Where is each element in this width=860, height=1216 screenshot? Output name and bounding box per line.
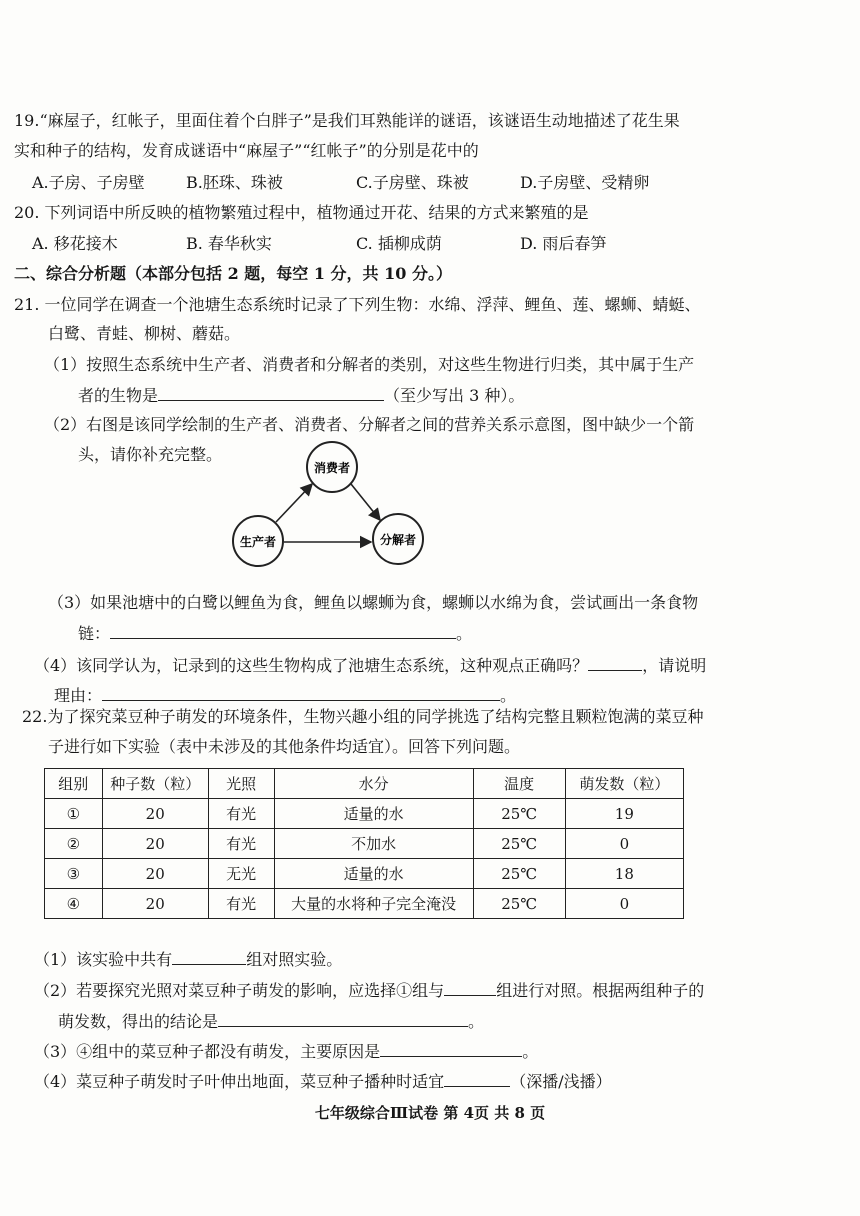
table-cell: ① bbox=[45, 799, 103, 829]
q19-stem-line2: 实和种子的结构，发育成谜语中“麻屋子”“红帐子”的分别是花中的 bbox=[14, 141, 479, 160]
table-header: 组别 bbox=[45, 769, 103, 799]
table-cell: 25℃ bbox=[473, 859, 565, 889]
table-row bbox=[45, 889, 684, 919]
q20-option-c: C. 插柳成荫 bbox=[356, 234, 442, 253]
q21-p4-reason-suffix: 。 bbox=[500, 686, 517, 705]
table-cell: 适量的水 bbox=[274, 859, 473, 889]
table-cell: 有光 bbox=[208, 829, 274, 859]
q22-p3-suffix: 。 bbox=[522, 1042, 539, 1061]
table-cell: 20 bbox=[102, 829, 208, 859]
table-header: 种子数（粒） bbox=[102, 769, 208, 799]
q21-p1-line1: （1）按照生态系统中生产者、消费者和分解者的类别，对这些生物进行归类，其中属于生产 bbox=[44, 355, 695, 374]
table-header: 萌发数（粒） bbox=[565, 769, 683, 799]
q21-p2-line1: （2）右图是该同学绘制的生产者、消费者、分解者之间的营养关系示意图，图中缺少一个箭 bbox=[44, 415, 695, 434]
q22-p2-suffix: 组进行对照。根据两组种子的 bbox=[496, 981, 705, 1000]
arrow-consumer-to-decomposer bbox=[351, 484, 380, 520]
q22-p1-prefix: （1）该实验中共有 bbox=[34, 950, 173, 969]
answer-blank[interactable] bbox=[444, 979, 496, 996]
consumer-label: 消费者 bbox=[313, 461, 351, 475]
diagram-svg bbox=[228, 440, 428, 570]
table-header: 温度 bbox=[473, 769, 565, 799]
q22-p4-suffix: （深播/浅播） bbox=[510, 1072, 612, 1091]
table-cell: ③ bbox=[45, 859, 103, 889]
q19-option-d: D.子房壁、受精卵 bbox=[520, 173, 650, 192]
q22-stem-line2: 子进行如下实验（表中未涉及的其他条件均适宜）。回答下列问题。 bbox=[48, 737, 521, 756]
table-cell: 20 bbox=[102, 889, 208, 919]
q21-p4-line1 bbox=[34, 654, 706, 677]
q21-p2-line2: 头，请你补充完整。 bbox=[78, 445, 223, 464]
answer-blank[interactable] bbox=[588, 654, 642, 671]
q20-option-a: A. 移花接木 bbox=[32, 234, 118, 253]
q21-p3-suffix: 。 bbox=[456, 624, 473, 643]
table-cell: 25℃ bbox=[473, 799, 565, 829]
q22-p4 bbox=[34, 1070, 612, 1093]
q22-p3-prefix: （3）④组中的菜豆种子都没有萌发，主要原因是 bbox=[34, 1042, 381, 1061]
q21-p1-suffix: （至少写出 3 种）。 bbox=[384, 386, 525, 405]
q22-p2-conclusion-prefix: 萌发数，得出的结论是 bbox=[58, 1012, 219, 1031]
table-row bbox=[45, 859, 684, 889]
table-cell: 有光 bbox=[208, 799, 274, 829]
table-row bbox=[45, 799, 684, 829]
table-cell: 20 bbox=[102, 859, 208, 889]
q19-option-b: B.胚珠、珠被 bbox=[186, 173, 283, 192]
table-cell: 0 bbox=[565, 889, 683, 919]
table-cell: 适量的水 bbox=[274, 799, 473, 829]
q22-p2-prefix: （2）若要探究光照对菜豆种子萌发的影响，应选择①组与 bbox=[34, 981, 445, 1000]
answer-blank[interactable] bbox=[218, 1010, 468, 1027]
q22-p1 bbox=[34, 948, 342, 971]
table-cell: 19 bbox=[565, 799, 683, 829]
answer-blank[interactable] bbox=[172, 948, 246, 965]
answer-blank[interactable] bbox=[444, 1070, 510, 1087]
producer-label: 生产者 bbox=[239, 535, 277, 549]
q22-p2-conclusion-suffix: 。 bbox=[468, 1012, 485, 1031]
answer-blank[interactable] bbox=[110, 622, 456, 639]
table-cell: 20 bbox=[102, 799, 208, 829]
q21-p4-line2 bbox=[54, 684, 516, 707]
q21-p4-prefix: （4）该同学认为，记录到的这些生物构成了池塘生态系统，这种观点正确吗？ bbox=[34, 656, 589, 675]
q21-p3-prefix: 链： bbox=[78, 624, 111, 643]
table-row bbox=[45, 829, 684, 859]
table-header: 光照 bbox=[208, 769, 274, 799]
trophic-relationship-diagram bbox=[228, 440, 428, 570]
q22-p1-suffix: 组对照实验。 bbox=[246, 950, 343, 969]
q21-p4-suffix: ，请说明 bbox=[642, 656, 707, 675]
q22-p4-prefix: （4）菜豆种子萌发时子叶伸出地面，菜豆种子播种时适宜 bbox=[34, 1072, 445, 1091]
section-2-title: 二、综合分析题（本部分包括 2 题，每空 1 分，共 10 分。） bbox=[14, 264, 452, 283]
table-cell: 有光 bbox=[208, 889, 274, 919]
q22-p2-line1 bbox=[34, 979, 704, 1002]
page-footer: 七年级综合Ⅲ试卷 第 4页 共 8 页 bbox=[314, 1104, 546, 1122]
q22-stem-line1: 22.为了探究菜豆种子萌发的环境条件，生物兴趣小组的同学挑选了结构完整且颗粒饱满的菜豆种 bbox=[22, 707, 704, 726]
q20-stem: 20. 下列词语中所反映的植物繁殖过程中，植物通过开花、结果的方式来繁殖的是 bbox=[14, 203, 589, 222]
table-cell: ② bbox=[45, 829, 103, 859]
table-cell: 无光 bbox=[208, 859, 274, 889]
q22-p2-line2 bbox=[58, 1010, 484, 1033]
q21-p1-prefix: 者的生物是 bbox=[78, 386, 159, 405]
q21-stem-line1: 21. 一位同学在调查一个池塘生态系统时记录了下列生物：水绵、浮萍、鲤鱼、莲、螺蛳、蜻蜓、 bbox=[14, 295, 701, 314]
q20-option-b: B. 春华秋实 bbox=[186, 234, 272, 253]
answer-blank[interactable] bbox=[380, 1040, 522, 1057]
q21-p4-reason-prefix: 理由： bbox=[54, 686, 103, 705]
table-header-row bbox=[45, 769, 684, 799]
q21-stem-line2: 白鹭、青蛙、柳树、蘑菇。 bbox=[48, 324, 241, 343]
q19-stem-line1: 19.“麻屋子，红帐子，里面住着个白胖子”是我们耳熟能详的谜语，该谜语生动地描述了花生果 bbox=[14, 111, 680, 130]
table-cell: 0 bbox=[565, 829, 683, 859]
q19-option-a: A.子房、子房壁 bbox=[32, 173, 145, 192]
q22-p3 bbox=[34, 1040, 538, 1063]
arrow-producer-to-consumer bbox=[276, 484, 312, 522]
table-cell: 25℃ bbox=[473, 889, 565, 919]
table-cell: 18 bbox=[565, 859, 683, 889]
q20-option-d: D. 雨后春笋 bbox=[520, 234, 607, 253]
decomposer-label: 分解者 bbox=[379, 533, 417, 547]
answer-blank[interactable] bbox=[102, 684, 500, 701]
q21-p1-line2 bbox=[78, 384, 524, 407]
q21-p3-line2 bbox=[78, 622, 472, 645]
table-cell: 25℃ bbox=[473, 829, 565, 859]
q21-p3-line1: （3）如果池塘中的白鹭以鲤鱼为食，鲤鱼以螺蛳为食，螺蛳以水绵为食，尝试画出一条食物 bbox=[48, 593, 699, 612]
table-cell: 不加水 bbox=[274, 829, 473, 859]
table-cell: ④ bbox=[45, 889, 103, 919]
q19-option-c: C.子房壁、珠被 bbox=[356, 173, 469, 192]
experiment-table bbox=[44, 768, 684, 919]
table-cell: 大量的水将种子完全淹没 bbox=[274, 889, 473, 919]
answer-blank[interactable] bbox=[158, 384, 384, 401]
table-header: 水分 bbox=[274, 769, 473, 799]
